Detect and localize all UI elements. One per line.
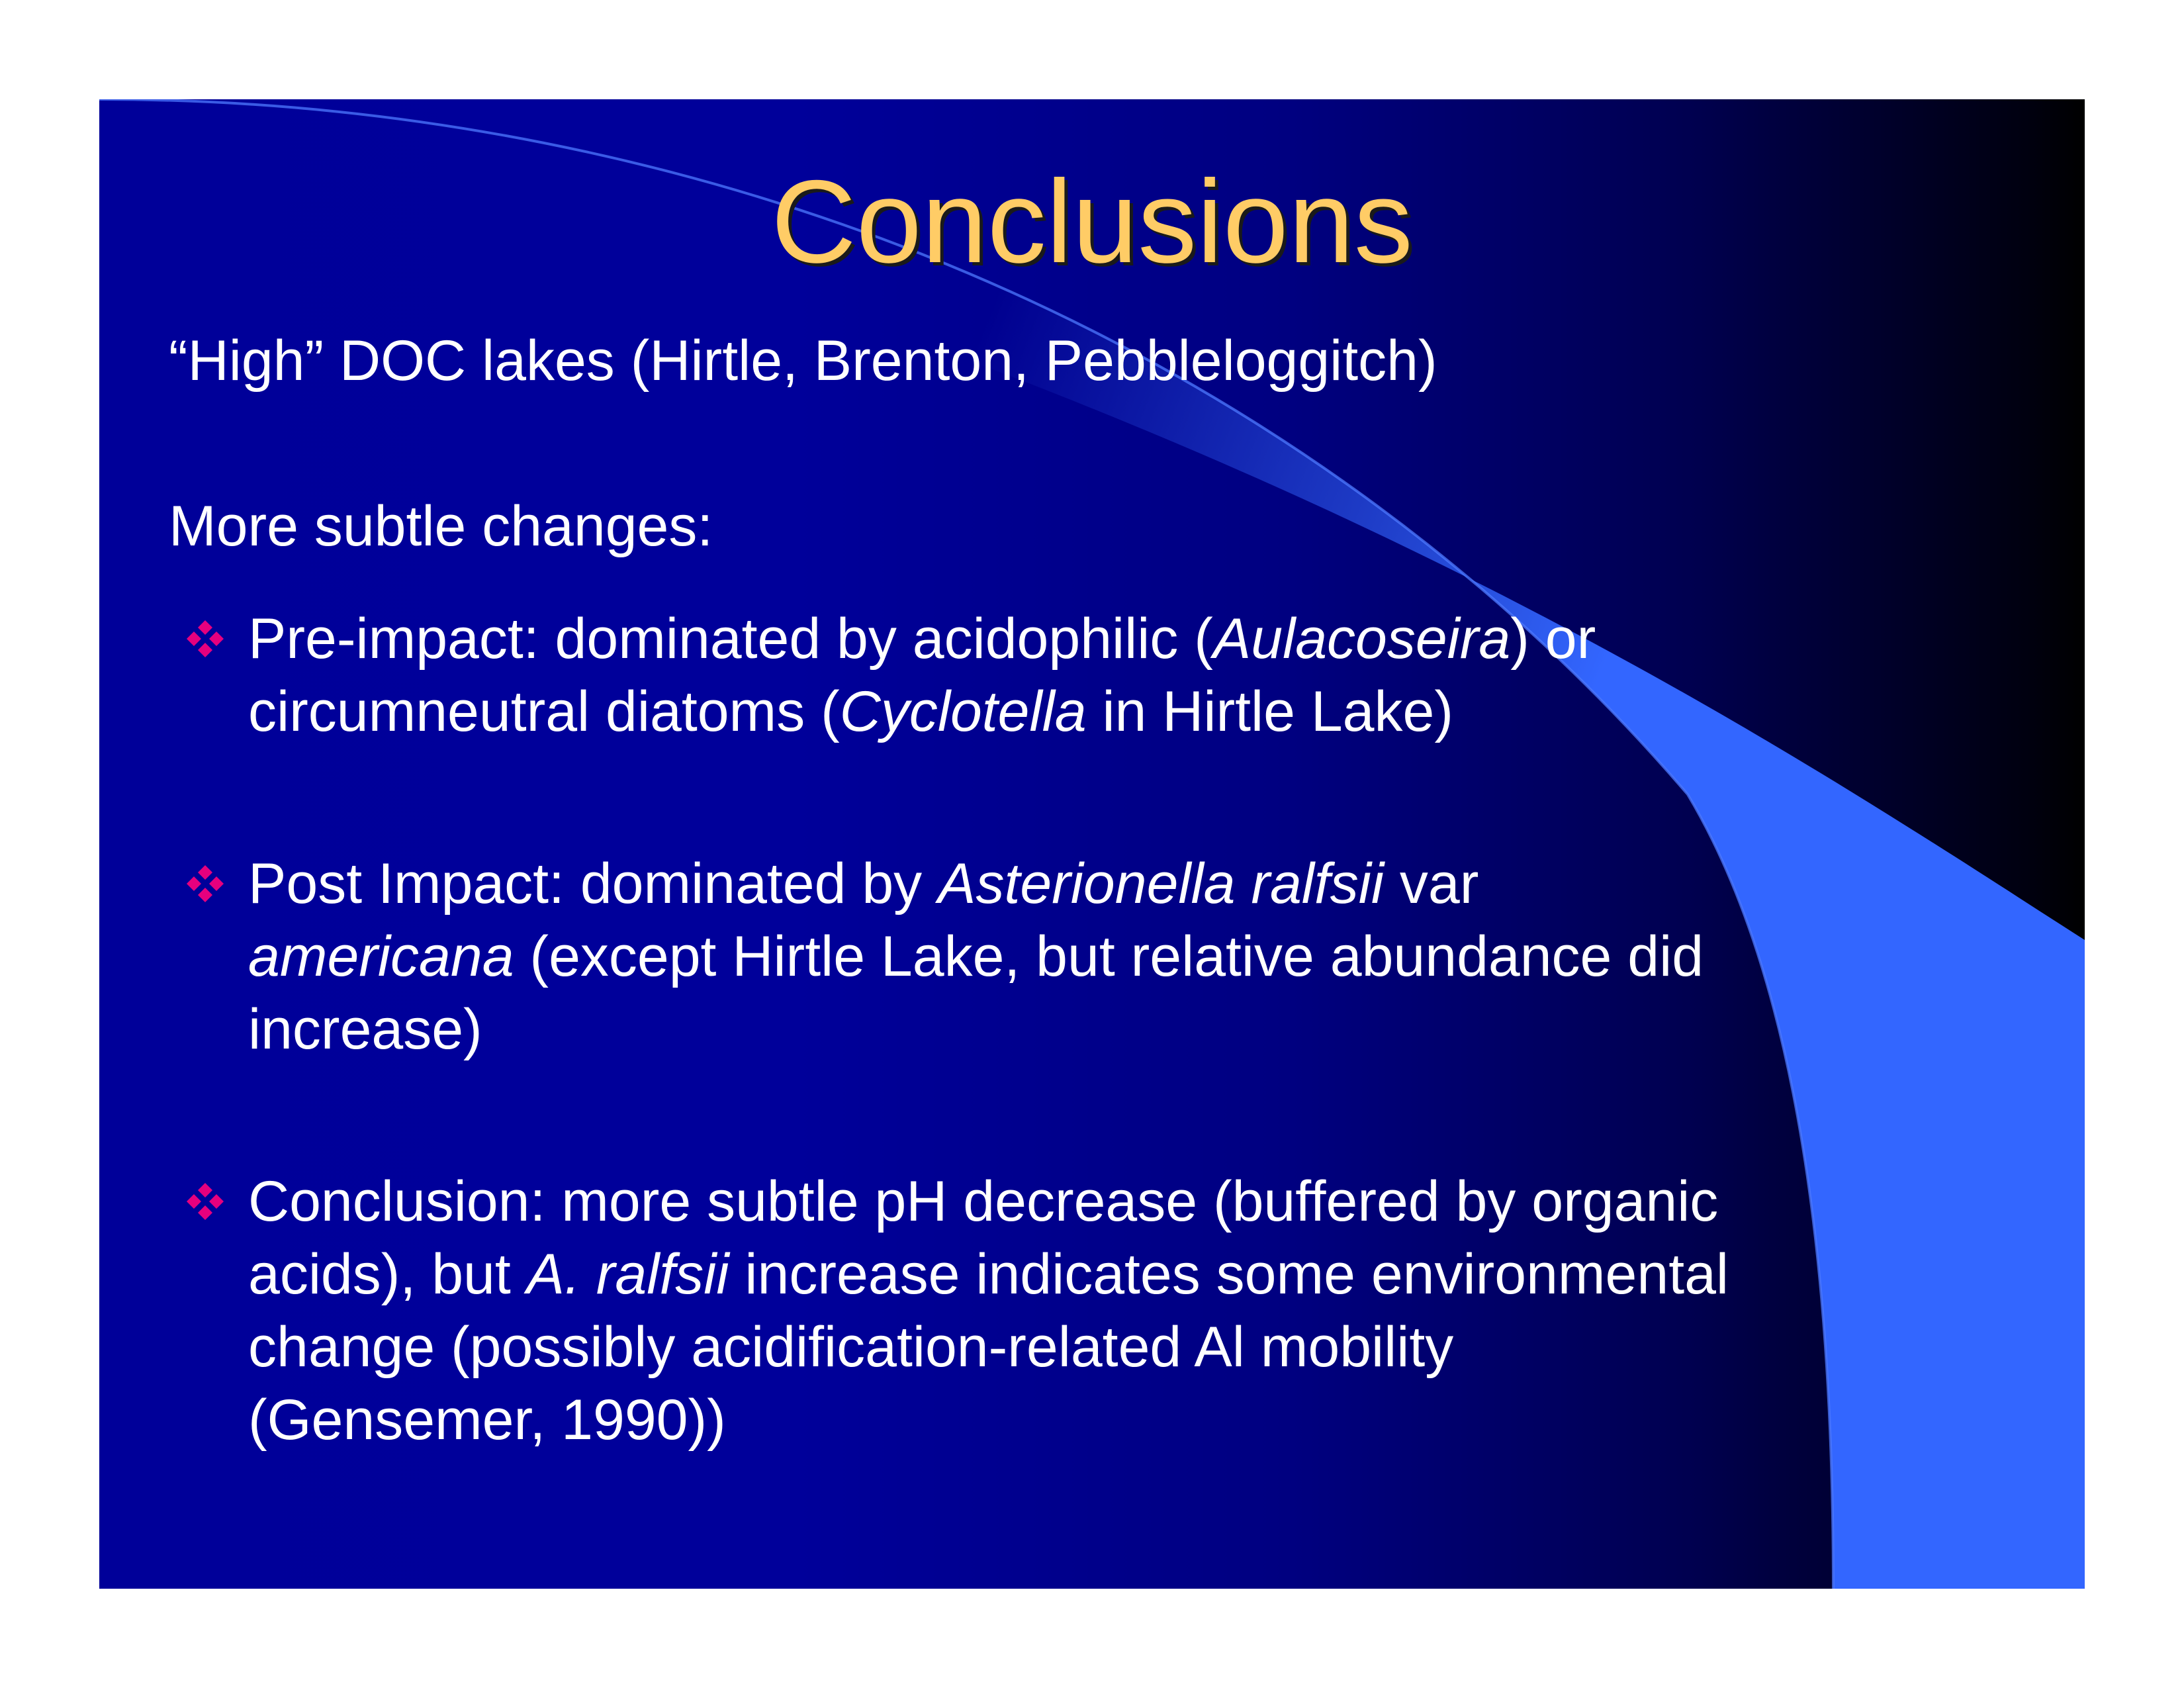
italic-taxon-name: A. ralfsii — [526, 1243, 729, 1306]
text-segment: increase indicates some environmental — [729, 1243, 1729, 1306]
text-segment: Conclusion: more subtle pH decrease (buffered by organic — [248, 1170, 1719, 1233]
text-segment: var — [1384, 852, 1479, 915]
four-diamond-bullet-icon — [185, 864, 225, 904]
four-diamond-bullet-icon — [185, 619, 225, 659]
subheading: More subtle changes: — [169, 494, 713, 558]
text-segment: circumneutral diatoms ( — [248, 680, 840, 743]
bullet-2-line-2 — [248, 920, 1704, 993]
bullet-2-line-1 — [248, 847, 1479, 920]
italic-taxon-name: americana — [248, 925, 514, 988]
bullet-3-line-3 — [248, 1311, 1453, 1383]
text-segment: ) or — [1510, 607, 1596, 671]
bullet-1-line-1 — [248, 602, 1596, 675]
bullet-3-line-1 — [248, 1165, 1718, 1238]
bullet-3-line-4 — [248, 1383, 726, 1456]
italic-taxon-name: Cyclotella — [839, 680, 1087, 743]
text-segment: in Hirtle Lake) — [1086, 680, 1453, 743]
slide-title: Conclusions — [771, 156, 1413, 287]
bullet-1-line-2 — [248, 675, 1453, 748]
intro-line: “High” DOC lakes (Hirtle, Brenton, Pebbleloggitch) — [169, 329, 1437, 393]
text-segment: Pre-impact: dominated by acidophilic ( — [248, 607, 1213, 671]
text-segment: (except Hirtle Lake, but relative abundance did — [514, 925, 1704, 988]
four-diamond-bullet-icon — [185, 1182, 225, 1221]
bullet-2-line-3 — [248, 993, 482, 1066]
text-segment: change (possibly acidification-related Al mobility — [248, 1315, 1454, 1379]
slide — [99, 99, 2085, 1589]
bullet-3-line-2 — [248, 1238, 1729, 1311]
text-segment: acids), but — [248, 1243, 527, 1306]
text-segment: (Gensemer, 1990)) — [248, 1388, 726, 1452]
italic-taxon-name: Asterionella ralfsii — [938, 852, 1385, 915]
text-segment: Post Impact: dominated by — [248, 852, 938, 915]
italic-taxon-name: Aulacoseira — [1212, 607, 1511, 671]
text-segment: increase) — [248, 998, 482, 1061]
